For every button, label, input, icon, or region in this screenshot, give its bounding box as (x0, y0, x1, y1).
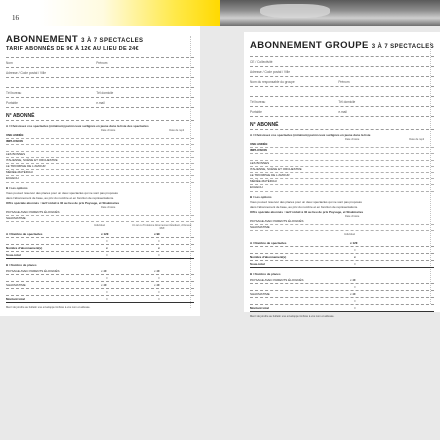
form-field-row[interactable] (6, 68, 194, 78)
table-row[interactable] (6, 275, 194, 282)
option-row[interactable]: PAYSAGE AVEC PARENTS ÉLOIGNÉS (6, 210, 194, 216)
places-title: B / Nombre de places (250, 272, 281, 277)
show-option[interactable]: LE TRIOMPHE DE L'AMOUR (250, 173, 434, 179)
date-label: Date choisie (345, 214, 360, 218)
table-row[interactable] (6, 252, 194, 259)
date-label: Date choisie (101, 205, 116, 209)
form-field-row[interactable] (250, 57, 434, 67)
row-value: = (158, 276, 160, 281)
table-header (6, 222, 194, 231)
field-label: e.mail (96, 101, 105, 105)
header-photo (220, 0, 440, 26)
field-label: Tél domicile (338, 100, 356, 104)
total-value: = (354, 306, 356, 311)
field-label: Adresse / Code postal / Ville (6, 71, 46, 75)
form-field-row[interactable] (250, 67, 434, 77)
table-row[interactable] (250, 240, 434, 247)
form-field-row[interactable] (250, 97, 434, 107)
table-row[interactable] (6, 289, 194, 296)
row-label: A / Nombre de spectacles (250, 241, 287, 246)
column-header: Individuel (94, 224, 105, 228)
row-label: PAYSAGE AVEC PARENTS ÉLOIGNÉS (6, 269, 60, 274)
row-value: x 4€ (350, 292, 356, 297)
form-title-range: 3 À 7 SPECTACLES (371, 44, 435, 50)
show-option[interactable]: UNE ANNÉE (6, 133, 194, 139)
footnote: Merci de joindre au bulletin une enveloppe timbrée à vos nom et adresse. (250, 315, 335, 319)
row-value: = (106, 276, 108, 281)
section-b-title: B / Les options (6, 185, 28, 190)
row-value: x 12€ (350, 241, 358, 246)
table-row[interactable] (250, 277, 434, 284)
form-title-text: ABONNEMENT GROUPE (250, 40, 369, 51)
row-value: = (158, 253, 160, 258)
form-subtitle: TARIF ABONNÉS DE 9€ À 12€ AU LIEU DE 24€ (6, 46, 139, 52)
field-label: Tél bureau (250, 100, 266, 104)
section-b-offer: Offre spéciale abonnés : tarif réduit à 4€ au lieu de prix Paysage, et Shakmaries (250, 209, 364, 214)
total-row[interactable] (250, 305, 434, 312)
show-option[interactable]: ECHECH (6, 176, 194, 182)
field-label: CE / Collectivité (250, 60, 273, 64)
section-a-title: A / Choisissez vos spectacles (minimum) parmi ceux surlignés en jaune dans la liste des spectacles (6, 124, 149, 128)
table-row[interactable] (250, 254, 434, 261)
field-label: Nom (6, 61, 13, 65)
row-value: x 4€ (101, 269, 107, 274)
table-row[interactable] (6, 245, 194, 252)
row-value: x 12€ (101, 232, 109, 237)
subscriber-number-field[interactable]: N° ABONNÉ (250, 122, 434, 130)
column-header: Individuel (344, 233, 355, 237)
show-option[interactable]: IMPLOSION (6, 139, 194, 145)
show-option[interactable]: IMPLOSION (250, 148, 434, 154)
table-header (250, 231, 434, 240)
form-field-row[interactable] (250, 87, 434, 97)
section-b-text: Vous pouvez réserver des places pour un deux spectacles qui ne sont pas proposés (250, 199, 362, 204)
row-value: x 4€ (154, 283, 160, 288)
table-row[interactable] (250, 298, 434, 305)
row-value: x 4€ (350, 278, 356, 283)
field-label: Prénom (338, 80, 350, 84)
row-value: x 9€ (154, 232, 160, 237)
show-option[interactable]: MÉDÉE-MATÉRIAU (6, 170, 194, 176)
row-value: = (354, 248, 356, 253)
row-value: = (106, 239, 108, 244)
table-row[interactable] (250, 261, 434, 268)
group-subscription-form (244, 32, 440, 319)
row-value: x 4€ (101, 283, 107, 288)
row-value: x (158, 246, 160, 251)
row-value: = (106, 253, 108, 258)
form-field-row[interactable] (6, 58, 194, 68)
form-field-row[interactable] (6, 78, 194, 88)
places-title: B / Nombre de places (6, 263, 37, 268)
row-label: Nombre d'abonnement(s) (250, 255, 287, 260)
show-option[interactable]: ITALIENNE, SCÈNE ET ORCHESTRE (6, 158, 194, 164)
date-replace-label: Date de repli (409, 138, 424, 141)
date-label: Date choisie (101, 129, 116, 132)
field-label: Tél bureau (6, 91, 22, 95)
show-option[interactable]: LE TRIOMPHE DE L'AMOUR (6, 164, 194, 170)
row-value: x (106, 246, 108, 251)
total-value: = (106, 297, 108, 302)
date-columns (250, 138, 434, 142)
show-option[interactable]: ECHECH (250, 185, 434, 191)
row-value: = (354, 262, 356, 267)
form-field-row[interactable] (6, 98, 194, 108)
date-replace-label: Date de repli (169, 129, 184, 132)
row-label: Sous-total (6, 253, 21, 258)
row-label: A / Nombre de spectacles (6, 232, 43, 237)
row-value: x (354, 255, 356, 260)
yellow-gradient-banner (40, 0, 220, 26)
section-b-text: dans l'abonnement de base, au prix du nombre et en fonction de représentations. (6, 195, 114, 200)
row-label: Nombre d'abonnement(s) (6, 246, 43, 251)
show-option[interactable]: ITALIENNE, SCÈNE ET ORCHESTRE (250, 167, 434, 173)
table-row[interactable] (6, 282, 194, 289)
field-label: Prénom (96, 61, 108, 65)
show-option[interactable]: LES BONNES (250, 161, 434, 167)
footnote: Merci de joindre au bulletin une enveloppe timbrée à vos nom et adresse. (6, 306, 91, 310)
total-label: Montant total (250, 306, 269, 311)
row-label: SHAKMATIME (250, 292, 270, 297)
form-field-row[interactable] (250, 107, 434, 117)
column-header: Un tel ou Troisième Abonnement Étudiant, chômeur, RMI (132, 224, 192, 231)
section-b-text: dans l'abonnement de base, au prix du nombre et en fonction de représentations. (250, 204, 358, 209)
form-title (6, 35, 194, 46)
table-row[interactable] (250, 291, 434, 298)
section-a-title: A / Choisissez vos spectacles (minimum) parmi ceux surlignés en jaune dans la liste (250, 133, 371, 137)
table-row[interactable] (6, 231, 194, 238)
form-field-row[interactable] (250, 77, 434, 87)
field-label: Nom du responsable du groupe (250, 80, 295, 84)
field-label: Adresse / Code postal / Ville (250, 70, 290, 74)
field-label: e.mail (338, 110, 347, 114)
option-row[interactable]: SHAKMATIME (6, 216, 194, 222)
row-value: = (158, 290, 160, 295)
table-row[interactable] (6, 238, 194, 245)
option-row[interactable]: SHAKMATIME (250, 225, 434, 231)
table-row[interactable] (6, 268, 194, 275)
total-value: = (158, 297, 160, 302)
row-label: SHAKMATIME (6, 283, 26, 288)
table-row[interactable] (250, 284, 434, 291)
section-b-title: B / Les options (250, 194, 272, 199)
row-label: PAYSAGE AVEC PARENTS ÉLOIGNÉS (250, 278, 304, 283)
subscriber-number-field[interactable]: N° ABONNÉ (6, 113, 194, 121)
section-b-text: Vous pouvez réserver des places pour un deux spectacles qui ne sont pas proposés (6, 190, 118, 195)
row-value: = (158, 239, 160, 244)
date-columns (6, 206, 194, 210)
show-option[interactable]: LES BONNES (6, 152, 194, 158)
form-title-range: 3 À 7 SPECTACLES (81, 38, 144, 44)
field-label: Portable (250, 110, 262, 114)
date-label: Date choisie (345, 138, 360, 141)
row-value: x 4€ (154, 269, 160, 274)
row-value: = (106, 290, 108, 295)
total-row[interactable] (6, 296, 194, 303)
total-label: Montant total (6, 297, 25, 302)
field-label: Portable (6, 101, 18, 105)
option-row[interactable]: PAYSAGE AVEC PARENTS ÉLOIGNÉS (250, 219, 434, 225)
form-title (250, 41, 434, 52)
page-number: 16 (12, 14, 19, 22)
show-option[interactable]: MÉDÉE-MATÉRIAU (250, 179, 434, 185)
individual-subscription-form (0, 26, 200, 316)
show-option[interactable]: UNE ANNÉE (250, 142, 434, 148)
row-value: = (354, 299, 356, 304)
field-label: Tél domicile (96, 91, 114, 95)
section-b-offer: Offre spéciale abonnés : tarif réduit à 4€ au lieu de prix Paysage, et Shakmaries (6, 200, 120, 205)
row-label: Sous-total (250, 262, 265, 267)
row-value: = (354, 285, 356, 290)
date-columns (250, 215, 434, 219)
date-columns (6, 129, 194, 133)
table-row[interactable] (250, 247, 434, 254)
form-field-row[interactable] (6, 88, 194, 98)
form-title-text: ABONNEMENT (6, 34, 79, 45)
